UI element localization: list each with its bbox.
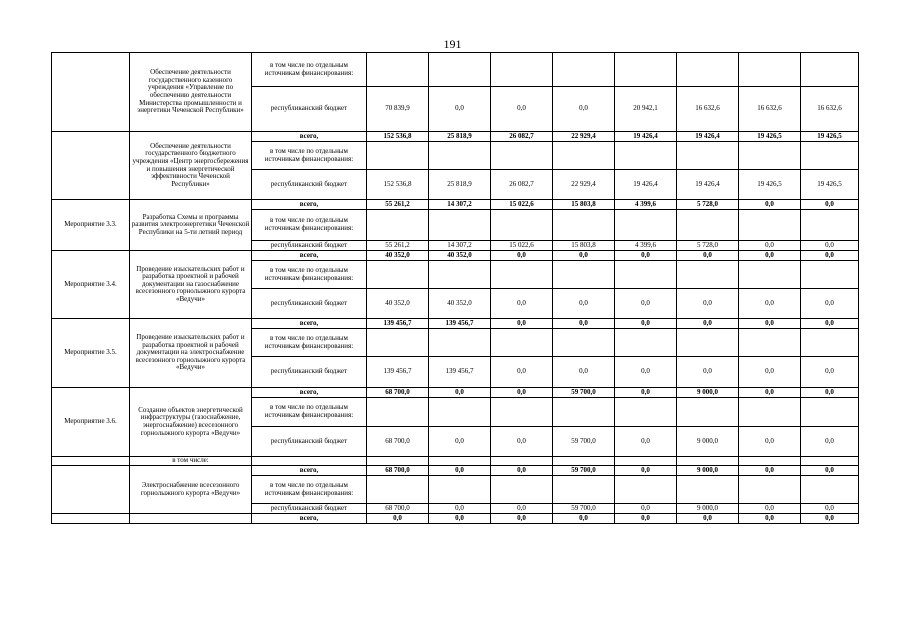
source-label: в том числе по отдельным источникам финансирования: <box>252 261 367 289</box>
empty-cell <box>739 142 801 170</box>
activity-name: Обеспечение деятельности государственного бюджетного учреждения «Центр энергосбережения и повышения энергетической эффективности Чеченской Республики» <box>130 132 252 200</box>
value-cell: 0,0 <box>801 319 859 329</box>
value-cell: 14 307,2 <box>429 241 491 251</box>
value-cell: 0,0 <box>739 357 801 388</box>
value-cell: 0,0 <box>491 514 553 524</box>
value-cell: 0,0 <box>739 289 801 319</box>
value-cell: 0,0 <box>615 466 677 476</box>
value-cell: 15 022,6 <box>491 241 553 251</box>
value-cell: 68 700,0 <box>367 504 429 514</box>
empty-cell <box>491 261 553 289</box>
value-cell: 19 426,5 <box>801 170 859 200</box>
measure-cell: Мероприятие 3.6. <box>52 388 130 457</box>
financing-table <box>51 52 859 524</box>
empty-cell <box>367 476 429 504</box>
source-label: в том числе по отдельным источникам финансирования: <box>252 329 367 357</box>
table-row <box>52 53 859 87</box>
source-label: всего, <box>252 319 367 329</box>
activity-name: Проведение изыскательских работ и разработка проектной и рабочей документации на газоснабжение всесезонного горнолыжного курорта «Ведучи» <box>130 251 252 319</box>
value-cell: 55 261,2 <box>367 200 429 210</box>
source-label: всего, <box>252 251 367 261</box>
value-cell: 9 000,0 <box>677 427 739 457</box>
activity-name: Обеспечение деятельности государственного казенного учреждения «Управление по обеспечению деятельности Министерства промышленности и энергетики Чеченской Республики» <box>130 53 252 132</box>
value-cell: 0,0 <box>801 251 859 261</box>
value-cell: 16 632,6 <box>677 87 739 132</box>
source-label: республиканский бюджет <box>252 87 367 132</box>
value-cell: 0,0 <box>739 504 801 514</box>
empty-cell <box>429 398 491 427</box>
empty-cell <box>801 210 859 241</box>
value-cell: 0,0 <box>429 87 491 132</box>
empty-cell <box>367 457 429 466</box>
empty-cell <box>491 398 553 427</box>
source-label: всего, <box>252 514 367 524</box>
value-cell: 14 307,2 <box>429 200 491 210</box>
empty-cell <box>677 53 739 87</box>
empty-cell <box>739 457 801 466</box>
value-cell: 0,0 <box>491 87 553 132</box>
value-cell: 0,0 <box>677 251 739 261</box>
activity-name: Создание объектов энергетической инфраструктуры (газоснабжение, энергоснабжение) всесезонного горнолыжного курорта «Ведучи» <box>130 388 252 457</box>
source-label: всего, <box>252 132 367 142</box>
value-cell: 0,0 <box>491 357 553 388</box>
measure-cell <box>52 514 130 524</box>
source-label: всего, <box>252 388 367 398</box>
value-cell: 0,0 <box>615 319 677 329</box>
table-row <box>52 132 859 142</box>
value-cell: 0,0 <box>739 388 801 398</box>
value-cell: 15 022,6 <box>491 200 553 210</box>
empty-cell <box>801 457 859 466</box>
value-cell: 0,0 <box>677 319 739 329</box>
value-cell: 40 352,0 <box>429 289 491 319</box>
source-label: в том числе по отдельным источникам финансирования: <box>252 53 367 87</box>
table-body <box>52 53 859 524</box>
empty-cell <box>553 210 615 241</box>
value-cell: 59 700,0 <box>553 427 615 457</box>
empty-cell <box>677 210 739 241</box>
value-cell: 0,0 <box>429 514 491 524</box>
source-label: республиканский бюджет <box>252 427 367 457</box>
value-cell: 68 700,0 <box>367 427 429 457</box>
empty-cell <box>553 398 615 427</box>
value-cell: 152 536,8 <box>367 132 429 142</box>
value-cell: 0,0 <box>801 289 859 319</box>
empty-cell <box>801 53 859 87</box>
empty-cell <box>615 329 677 357</box>
empty-cell <box>252 457 367 466</box>
value-cell: 139 456,7 <box>367 357 429 388</box>
value-cell: 139 456,7 <box>429 357 491 388</box>
value-cell: 0,0 <box>553 87 615 132</box>
value-cell: 0,0 <box>801 514 859 524</box>
value-cell: 0,0 <box>677 289 739 319</box>
value-cell: 59 700,0 <box>553 466 615 476</box>
measure-cell <box>52 53 130 132</box>
empty-cell <box>491 457 553 466</box>
empty-cell <box>615 457 677 466</box>
empty-cell <box>739 210 801 241</box>
value-cell: 4 399,6 <box>615 241 677 251</box>
value-cell: 5 728,0 <box>677 241 739 251</box>
table-row <box>52 200 859 210</box>
empty-cell <box>429 329 491 357</box>
value-cell: 59 700,0 <box>553 388 615 398</box>
empty-cell <box>367 329 429 357</box>
value-cell: 19 426,4 <box>615 132 677 142</box>
source-label: в том числе по отдельным источникам финансирования: <box>252 476 367 504</box>
value-cell: 0,0 <box>553 357 615 388</box>
value-cell: 0,0 <box>739 251 801 261</box>
value-cell: 0,0 <box>801 357 859 388</box>
value-cell: 0,0 <box>553 319 615 329</box>
value-cell: 0,0 <box>739 200 801 210</box>
value-cell: 16 632,6 <box>739 87 801 132</box>
activity-name: Электроснабжение всесезонного горнолыжного курорта «Ведучи» <box>130 466 252 514</box>
value-cell: 22 929,4 <box>553 170 615 200</box>
value-cell: 26 082,7 <box>491 132 553 142</box>
value-cell: 0,0 <box>491 319 553 329</box>
empty-cell <box>677 398 739 427</box>
empty-cell <box>429 210 491 241</box>
value-cell: 16 632,6 <box>801 87 859 132</box>
empty-cell <box>367 142 429 170</box>
source-label: всего, <box>252 466 367 476</box>
value-cell: 0,0 <box>491 504 553 514</box>
empty-cell <box>739 329 801 357</box>
value-cell: 0,0 <box>553 251 615 261</box>
value-cell: 0,0 <box>615 388 677 398</box>
value-cell: 15 803,8 <box>553 241 615 251</box>
empty-cell <box>739 261 801 289</box>
value-cell: 40 352,0 <box>367 289 429 319</box>
table-row <box>52 319 859 329</box>
value-cell: 68 700,0 <box>367 466 429 476</box>
empty-cell <box>739 476 801 504</box>
source-label: республиканский бюджет <box>252 504 367 514</box>
empty-cell <box>677 476 739 504</box>
source-label: всего, <box>252 200 367 210</box>
value-cell: 40 352,0 <box>367 251 429 261</box>
empty-cell <box>677 457 739 466</box>
empty-cell <box>677 329 739 357</box>
source-label: республиканский бюджет <box>252 289 367 319</box>
value-cell: 15 803,8 <box>553 200 615 210</box>
source-label: в том числе по отдельным источникам финансирования: <box>252 398 367 427</box>
table-row <box>52 251 859 261</box>
value-cell: 20 942,1 <box>615 87 677 132</box>
value-cell: 0,0 <box>429 504 491 514</box>
value-cell: 0,0 <box>491 427 553 457</box>
value-cell: 0,0 <box>615 251 677 261</box>
incl-label: в том числе: <box>130 457 252 466</box>
empty-cell <box>801 398 859 427</box>
value-cell: 139 456,7 <box>367 319 429 329</box>
value-cell: 0,0 <box>801 504 859 514</box>
measure-cell: Мероприятие 3.4. <box>52 251 130 319</box>
value-cell: 68 700,0 <box>367 388 429 398</box>
value-cell: 0,0 <box>801 466 859 476</box>
empty-cell <box>429 261 491 289</box>
empty-cell <box>801 329 859 357</box>
table-row <box>52 457 859 466</box>
empty-cell <box>615 398 677 427</box>
value-cell: 40 352,0 <box>429 251 491 261</box>
value-cell: 55 261,2 <box>367 241 429 251</box>
value-cell: 0,0 <box>739 427 801 457</box>
value-cell: 0,0 <box>677 357 739 388</box>
value-cell: 19 426,4 <box>677 170 739 200</box>
value-cell: 0,0 <box>491 289 553 319</box>
value-cell: 0,0 <box>429 427 491 457</box>
activity-name <box>130 514 252 524</box>
value-cell: 0,0 <box>553 289 615 319</box>
empty-cell <box>429 476 491 504</box>
empty-cell <box>429 53 491 87</box>
empty-cell <box>553 261 615 289</box>
value-cell: 9 000,0 <box>677 504 739 514</box>
empty-cell <box>615 142 677 170</box>
empty-cell <box>491 210 553 241</box>
value-cell: 0,0 <box>367 514 429 524</box>
empty-cell <box>615 476 677 504</box>
value-cell: 0,0 <box>491 388 553 398</box>
value-cell: 0,0 <box>615 357 677 388</box>
value-cell: 25 818,9 <box>429 170 491 200</box>
empty-cell <box>367 398 429 427</box>
activity-name: Проведение изыскательских работ и разработка проектной и рабочей документации на электроснабжение всесезонного горнолыжного курорта «Ведучи» <box>130 319 252 388</box>
value-cell: 5 728,0 <box>677 200 739 210</box>
value-cell: 0,0 <box>429 388 491 398</box>
value-cell: 0,0 <box>615 514 677 524</box>
value-cell: 139 456,7 <box>429 319 491 329</box>
empty-cell <box>677 142 739 170</box>
value-cell: 0,0 <box>739 466 801 476</box>
empty-cell <box>615 210 677 241</box>
value-cell: 0,0 <box>739 514 801 524</box>
empty-cell <box>429 142 491 170</box>
value-cell: 0,0 <box>615 289 677 319</box>
value-cell: 19 426,5 <box>739 170 801 200</box>
value-cell: 0,0 <box>677 514 739 524</box>
value-cell: 0,0 <box>615 427 677 457</box>
empty-cell <box>677 261 739 289</box>
value-cell: 0,0 <box>429 466 491 476</box>
empty-cell <box>801 142 859 170</box>
empty-cell <box>801 261 859 289</box>
value-cell: 0,0 <box>491 251 553 261</box>
measure-cell <box>52 466 130 514</box>
activity-name: Разработка Схемы и программы развития электроэнергетики Чеченской Республики на 5-ти летний период <box>130 200 252 251</box>
value-cell: 9 000,0 <box>677 388 739 398</box>
value-cell: 0,0 <box>801 241 859 251</box>
empty-cell <box>739 53 801 87</box>
measure-cell: Мероприятие 3.3. <box>52 200 130 251</box>
empty-cell <box>367 210 429 241</box>
value-cell: 0,0 <box>739 241 801 251</box>
value-cell: 0,0 <box>739 319 801 329</box>
empty-cell <box>615 53 677 87</box>
empty-cell <box>367 53 429 87</box>
value-cell: 0,0 <box>553 514 615 524</box>
empty-cell <box>491 329 553 357</box>
table-row <box>52 388 859 398</box>
table-row <box>52 466 859 476</box>
value-cell: 0,0 <box>801 200 859 210</box>
value-cell: 19 426,4 <box>615 170 677 200</box>
value-cell: 19 426,5 <box>739 132 801 142</box>
value-cell: 59 700,0 <box>553 504 615 514</box>
measure-cell: Мероприятие 3.5. <box>52 319 130 388</box>
source-label: республиканский бюджет <box>252 357 367 388</box>
empty-cell <box>491 53 553 87</box>
value-cell: 70 839,9 <box>367 87 429 132</box>
empty-cell <box>739 398 801 427</box>
empty-cell <box>553 457 615 466</box>
value-cell: 19 426,5 <box>801 132 859 142</box>
table-row <box>52 514 859 524</box>
page-number: 191 <box>443 37 462 51</box>
value-cell: 25 818,9 <box>429 132 491 142</box>
source-label: республиканский бюджет <box>252 241 367 251</box>
measure-cell <box>52 457 130 466</box>
source-label: в том числе по отдельным источникам финансирования: <box>252 210 367 241</box>
empty-cell <box>429 457 491 466</box>
empty-cell <box>801 476 859 504</box>
value-cell: 0,0 <box>801 427 859 457</box>
value-cell: 152 536,8 <box>367 170 429 200</box>
value-cell: 4 399,6 <box>615 200 677 210</box>
empty-cell <box>367 261 429 289</box>
source-label: республиканский бюджет <box>252 170 367 200</box>
value-cell: 0,0 <box>801 388 859 398</box>
value-cell: 22 929,4 <box>553 132 615 142</box>
empty-cell <box>553 142 615 170</box>
measure-cell <box>52 132 130 200</box>
value-cell: 19 426,4 <box>677 132 739 142</box>
empty-cell <box>491 476 553 504</box>
empty-cell <box>553 53 615 87</box>
value-cell: 0,0 <box>615 504 677 514</box>
value-cell: 9 000,0 <box>677 466 739 476</box>
value-cell: 0,0 <box>491 466 553 476</box>
empty-cell <box>615 261 677 289</box>
value-cell: 26 082,7 <box>491 170 553 200</box>
empty-cell <box>491 142 553 170</box>
empty-cell <box>553 329 615 357</box>
empty-cell <box>553 476 615 504</box>
source-label: в том числе по отдельным источникам финансирования: <box>252 142 367 170</box>
